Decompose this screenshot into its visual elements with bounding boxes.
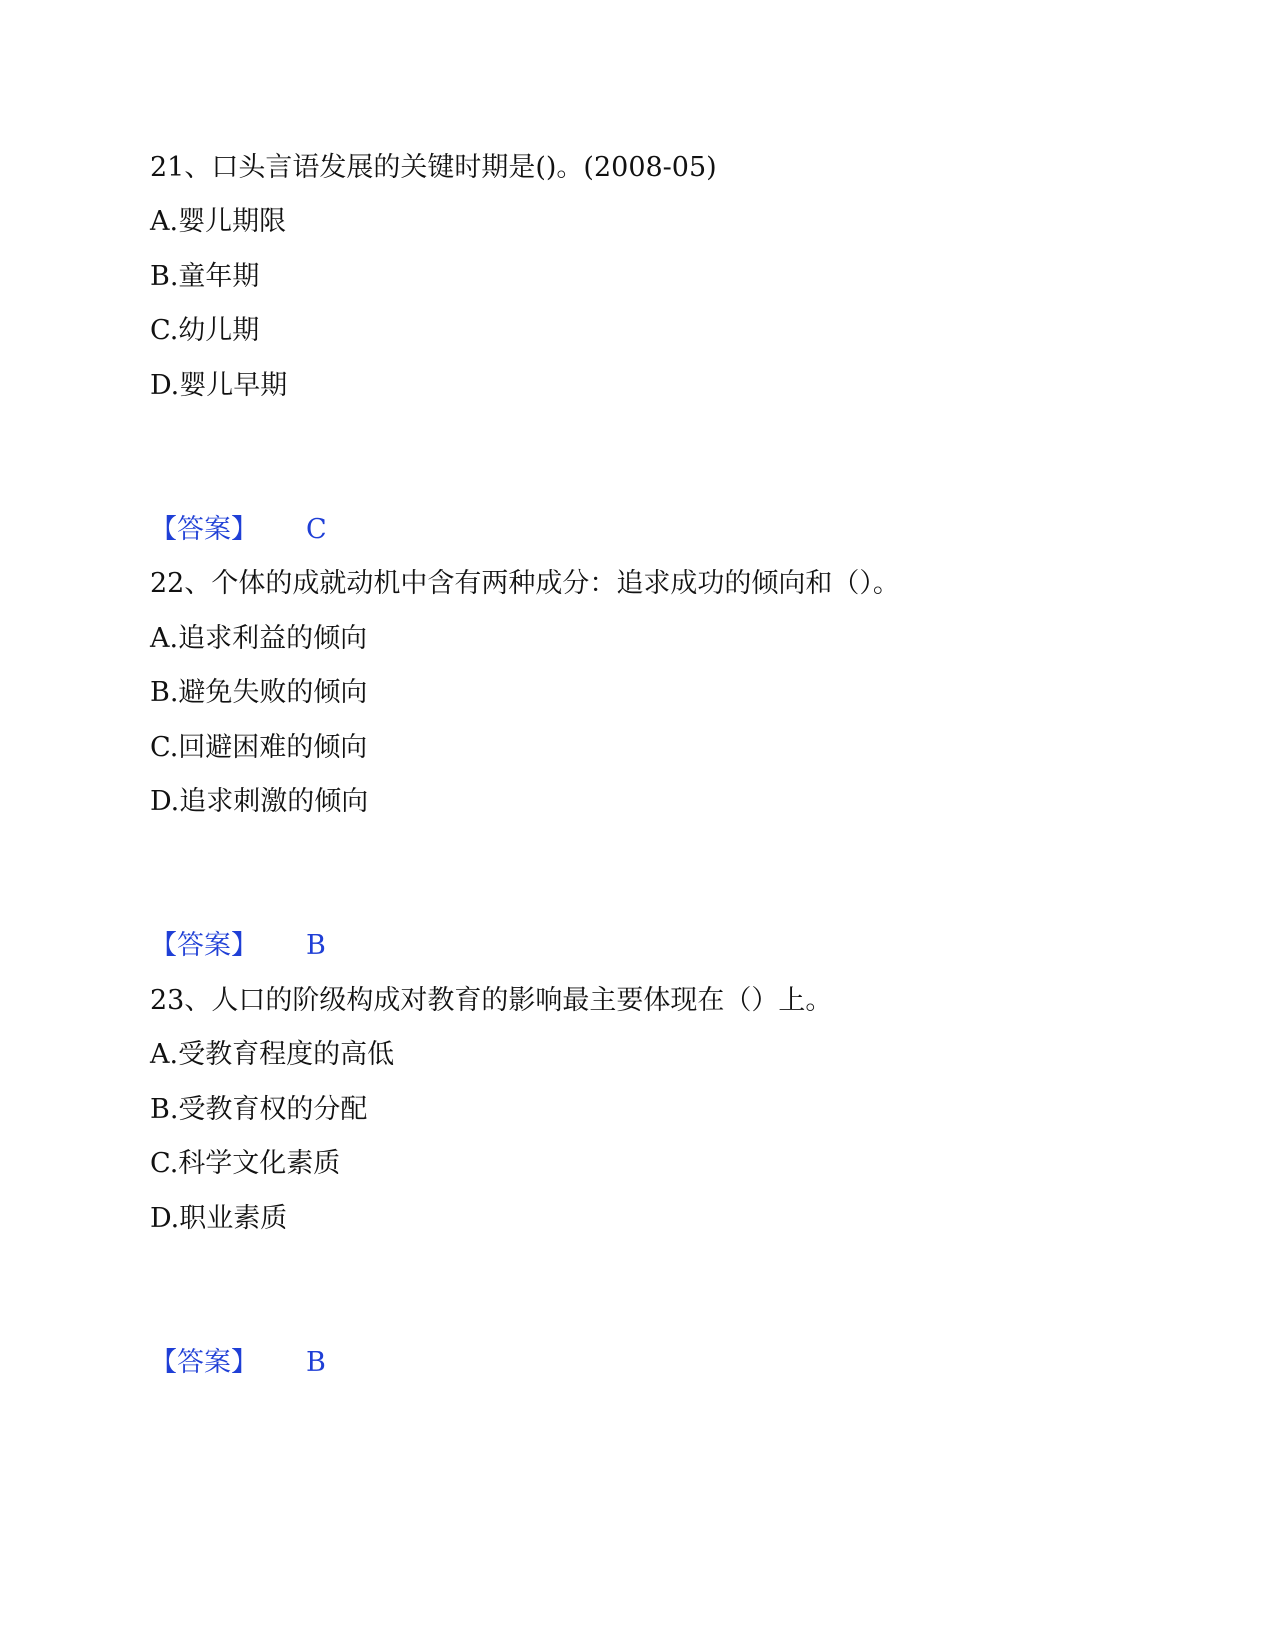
question-22-option-a: A.追求利益的倾向 [150,623,368,654]
question-22-option-b: B.避免失败的倾向 [150,677,368,708]
question-21-option-b: B.童年期 [150,261,260,292]
answer-value: C [306,514,327,545]
question-21-option-c: C.幼儿期 [150,315,260,346]
question-23-option-a: A.受教育程度的高低 [150,1039,395,1070]
question-22-answer [150,928,326,964]
question-21-stem: 21、口头言语发展的关键时期是()。(2008-05) [150,152,717,183]
question-23-option-c: C.科学文化素质 [150,1148,341,1179]
question-23-option-d: D.职业素质 [150,1203,288,1234]
answer-value: B [306,930,326,961]
question-23-stem: 23、人口的阶级构成对教育的影响最主要体现在（）上。 [150,985,833,1016]
question-22-stem: 22、个体的成就动机中含有两种成分：追求成功的倾向和（）。 [150,568,900,599]
question-22-option-d: D.追求刺激的倾向 [150,786,369,817]
question-22-option-c: C.回避困难的倾向 [150,732,368,763]
question-21-answer [150,512,327,548]
answer-label: 【答案】 [150,930,258,961]
answer-label: 【答案】 [150,514,258,545]
question-21-option-a: A.婴儿期限 [150,206,287,237]
question-23-option-b: B.受教育权的分配 [150,1094,368,1125]
answer-value: B [306,1347,326,1378]
question-21-option-d: D.婴儿早期 [150,370,288,401]
question-23-answer [150,1345,326,1381]
answer-label: 【答案】 [150,1347,258,1378]
